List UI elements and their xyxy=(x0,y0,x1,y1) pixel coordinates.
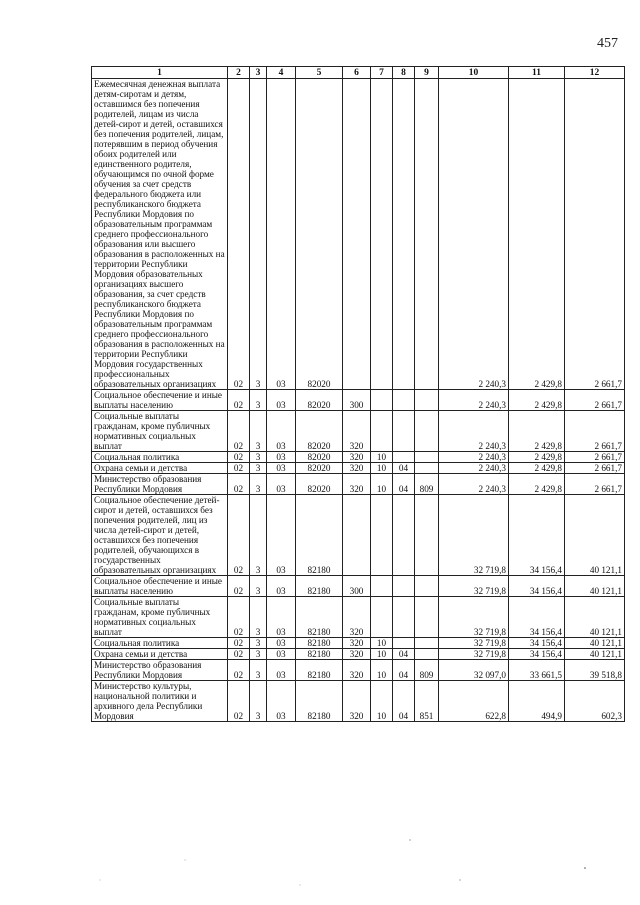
cell-c12: 2 661,7 xyxy=(565,411,625,452)
cell-c2: 02 xyxy=(228,411,250,452)
cell-c3: 3 xyxy=(250,638,267,649)
cell-c10: 32 719,8 xyxy=(439,495,509,576)
cell-c9 xyxy=(415,495,439,576)
cell-c6: 320 xyxy=(343,597,371,638)
cell-c6: 320 xyxy=(343,463,371,474)
row-name: Социальное обеспечение детей-сирот и детей, оставшихся без попечения родителей, лиц из числа детей-сирот и детей, оставшихся без попечения родителей, обучающихся в государственных образовательных организациях xyxy=(92,495,228,576)
row-name: Социальные выплаты гражданам, кроме публичных нормативных социальных выплат xyxy=(92,597,228,638)
cell-c9 xyxy=(415,638,439,649)
cell-c6: 300 xyxy=(343,576,371,597)
cell-c2: 02 xyxy=(228,79,250,390)
cell-c3: 3 xyxy=(250,649,267,660)
cell-c4: 03 xyxy=(267,638,296,649)
cell-c7: 10 xyxy=(371,463,393,474)
cell-c7 xyxy=(371,576,393,597)
cell-c12: 39 518,8 xyxy=(565,660,625,681)
cell-c11: 34 156,4 xyxy=(509,597,565,638)
cell-c5: 82020 xyxy=(296,79,343,390)
row-name: Министерство образования Республики Мордовия xyxy=(92,474,228,495)
cell-c10: 2 240,3 xyxy=(439,79,509,390)
cell-c7 xyxy=(371,79,393,390)
cell-c6: 320 xyxy=(343,452,371,463)
cell-c4: 03 xyxy=(267,463,296,474)
cell-c9: 809 xyxy=(415,660,439,681)
cell-c12: 2 661,7 xyxy=(565,79,625,390)
cell-c5: 82020 xyxy=(296,474,343,495)
cell-c5: 82020 xyxy=(296,463,343,474)
table-row xyxy=(92,638,625,649)
table-row xyxy=(92,681,625,722)
row-name: Министерство образования Республики Мордовия xyxy=(92,660,228,681)
header-cell: 8 xyxy=(393,67,415,79)
cell-c12: 40 121,1 xyxy=(565,649,625,660)
cell-c4: 03 xyxy=(267,452,296,463)
cell-c8 xyxy=(393,597,415,638)
header-cell: 9 xyxy=(415,67,439,79)
cell-c9: 809 xyxy=(415,474,439,495)
cell-c5: 82180 xyxy=(296,597,343,638)
cell-c2: 02 xyxy=(228,597,250,638)
cell-c4: 03 xyxy=(267,576,296,597)
cell-c6: 320 xyxy=(343,474,371,495)
cell-c8 xyxy=(393,411,415,452)
row-name: Социальное обеспечение и иные выплаты населению xyxy=(92,576,228,597)
cell-c9: 851 xyxy=(415,681,439,722)
cell-c3: 3 xyxy=(250,452,267,463)
cell-c11: 494,9 xyxy=(509,681,565,722)
cell-c3: 3 xyxy=(250,390,267,411)
cell-c10: 32 719,8 xyxy=(439,576,509,597)
cell-c2: 02 xyxy=(228,660,250,681)
cell-c12: 40 121,1 xyxy=(565,597,625,638)
cell-c3: 3 xyxy=(250,411,267,452)
cell-c6 xyxy=(343,495,371,576)
cell-c3: 3 xyxy=(250,681,267,722)
cell-c8 xyxy=(393,576,415,597)
cell-c11: 34 156,4 xyxy=(509,576,565,597)
cell-c4: 03 xyxy=(267,474,296,495)
cell-c8 xyxy=(393,79,415,390)
cell-c3: 3 xyxy=(250,463,267,474)
cell-c12: 2 661,7 xyxy=(565,463,625,474)
cell-c5: 82180 xyxy=(296,660,343,681)
cell-c7: 10 xyxy=(371,452,393,463)
cell-c2: 02 xyxy=(228,638,250,649)
cell-c10: 32 719,8 xyxy=(439,649,509,660)
cell-c10: 32 719,8 xyxy=(439,638,509,649)
cell-c11: 2 429,8 xyxy=(509,79,565,390)
cell-c11: 34 156,4 xyxy=(509,495,565,576)
cell-c7 xyxy=(371,495,393,576)
table-row xyxy=(92,390,625,411)
cell-c5: 82180 xyxy=(296,576,343,597)
cell-c11: 33 661,5 xyxy=(509,660,565,681)
cell-c8: 04 xyxy=(393,681,415,722)
cell-c12: 40 121,1 xyxy=(565,576,625,597)
header-cell: 11 xyxy=(509,67,565,79)
cell-c3: 3 xyxy=(250,597,267,638)
cell-c10: 32 719,8 xyxy=(439,597,509,638)
cell-c4: 03 xyxy=(267,411,296,452)
cell-c9 xyxy=(415,79,439,390)
cell-c8 xyxy=(393,390,415,411)
cell-c12: 40 121,1 xyxy=(565,638,625,649)
cell-c5: 82020 xyxy=(296,452,343,463)
cell-c8: 04 xyxy=(393,649,415,660)
header-cell: 1 xyxy=(92,67,228,79)
header-cell: 10 xyxy=(439,67,509,79)
cell-c11: 2 429,8 xyxy=(509,411,565,452)
budget-table xyxy=(91,66,625,722)
cell-c10: 2 240,3 xyxy=(439,452,509,463)
cell-c12: 2 661,7 xyxy=(565,452,625,463)
cell-c9 xyxy=(415,452,439,463)
cell-c5: 82020 xyxy=(296,390,343,411)
cell-c9 xyxy=(415,390,439,411)
row-name: Социальная политика xyxy=(92,452,228,463)
cell-c11: 34 156,4 xyxy=(509,638,565,649)
table-body xyxy=(92,79,625,722)
cell-c12: 602,3 xyxy=(565,681,625,722)
cell-c7: 10 xyxy=(371,660,393,681)
header-cell: 6 xyxy=(343,67,371,79)
cell-c8: 04 xyxy=(393,474,415,495)
table-row xyxy=(92,649,625,660)
cell-c12: 2 661,7 xyxy=(565,474,625,495)
cell-c5: 82180 xyxy=(296,495,343,576)
table-row xyxy=(92,463,625,474)
cell-c7: 10 xyxy=(371,681,393,722)
cell-c3: 3 xyxy=(250,79,267,390)
cell-c9 xyxy=(415,597,439,638)
cell-c6: 320 xyxy=(343,649,371,660)
cell-c6 xyxy=(343,79,371,390)
cell-c10: 2 240,3 xyxy=(439,390,509,411)
cell-c4: 03 xyxy=(267,390,296,411)
cell-c2: 02 xyxy=(228,681,250,722)
cell-c9 xyxy=(415,411,439,452)
row-name: Охрана семьи и детства xyxy=(92,649,228,660)
cell-c9 xyxy=(415,576,439,597)
cell-c7: 10 xyxy=(371,638,393,649)
header-cell: 2 xyxy=(228,67,250,79)
cell-c3: 3 xyxy=(250,576,267,597)
cell-c5: 82180 xyxy=(296,638,343,649)
header-cell: 3 xyxy=(250,67,267,79)
cell-c2: 02 xyxy=(228,649,250,660)
cell-c8: 04 xyxy=(393,660,415,681)
cell-c2: 02 xyxy=(228,474,250,495)
cell-c2: 02 xyxy=(228,463,250,474)
row-name: Охрана семьи и детства xyxy=(92,463,228,474)
cell-c11: 2 429,8 xyxy=(509,452,565,463)
cell-c11: 2 429,8 xyxy=(509,474,565,495)
cell-c4: 03 xyxy=(267,79,296,390)
cell-c11: 2 429,8 xyxy=(509,390,565,411)
cell-c6: 320 xyxy=(343,411,371,452)
cell-c12: 2 661,7 xyxy=(565,390,625,411)
cell-c9 xyxy=(415,649,439,660)
cell-c8 xyxy=(393,452,415,463)
cell-c4: 03 xyxy=(267,681,296,722)
table-row xyxy=(92,79,625,390)
cell-c6: 320 xyxy=(343,681,371,722)
header-cell: 12 xyxy=(565,67,625,79)
table-row xyxy=(92,411,625,452)
cell-c4: 03 xyxy=(267,597,296,638)
cell-c3: 3 xyxy=(250,660,267,681)
cell-c2: 02 xyxy=(228,576,250,597)
cell-c4: 03 xyxy=(267,649,296,660)
cell-c6: 320 xyxy=(343,660,371,681)
page-number: 457 xyxy=(597,36,618,51)
cell-c2: 02 xyxy=(228,452,250,463)
cell-c8 xyxy=(393,495,415,576)
cell-c3: 3 xyxy=(250,495,267,576)
cell-c7: 10 xyxy=(371,474,393,495)
cell-c2: 02 xyxy=(228,495,250,576)
cell-c11: 2 429,8 xyxy=(509,463,565,474)
cell-c3: 3 xyxy=(250,474,267,495)
cell-c8: 04 xyxy=(393,463,415,474)
header-cell: 7 xyxy=(371,67,393,79)
cell-c5: 82180 xyxy=(296,681,343,722)
cell-c10: 2 240,3 xyxy=(439,411,509,452)
row-name: Социальная политика xyxy=(92,638,228,649)
cell-c4: 03 xyxy=(267,495,296,576)
cell-c10: 622,8 xyxy=(439,681,509,722)
cell-c9 xyxy=(415,463,439,474)
cell-c6: 320 xyxy=(343,638,371,649)
row-name: Социальное обеспечение и иные выплаты населению xyxy=(92,390,228,411)
row-name: Социальные выплаты гражданам, кроме публичных нормативных социальных выплат xyxy=(92,411,228,452)
table-row xyxy=(92,452,625,463)
row-name: Министерство культуры, национальной политики и архивного дела Республики Мордовия xyxy=(92,681,228,722)
header-cell: 4 xyxy=(267,67,296,79)
cell-c6: 300 xyxy=(343,390,371,411)
cell-c10: 32 097,0 xyxy=(439,660,509,681)
table-row xyxy=(92,495,625,576)
cell-c10: 2 240,3 xyxy=(439,463,509,474)
row-name: Ежемесячная денежная выплата детям-сиротам и детям, оставшимся без попечения родителей, лицам из числа детей-сирот и детей, оставшихся без попечения родителей, лицам, потерявшим в период обучения обоих родителей или единственного родителя, обучающимся по очной форме обучения за счет средств федерального бюджета или республиканского бюджета Республики Мордовия по образовательным программам среднего профессионального образования или высшего образования в расположенных на территории Республики Мордовия образовательных организациях высшего образования, за счет средств республиканского бюджета Республики Мордовия по образовательным программам среднего профессионального образования в расположенных на территории Республики Мордовия государственных профессиональных образовательных организациях xyxy=(92,79,228,390)
cell-c12: 40 121,1 xyxy=(565,495,625,576)
header-cell: 5 xyxy=(296,67,343,79)
table-row xyxy=(92,576,625,597)
cell-c7 xyxy=(371,597,393,638)
table-row xyxy=(92,660,625,681)
cell-c2: 02 xyxy=(228,390,250,411)
cell-c5: 82180 xyxy=(296,649,343,660)
cell-c10: 2 240,3 xyxy=(439,474,509,495)
cell-c8 xyxy=(393,638,415,649)
cell-c7 xyxy=(371,390,393,411)
cell-c7 xyxy=(371,411,393,452)
cell-c11: 34 156,4 xyxy=(509,649,565,660)
cell-c7: 10 xyxy=(371,649,393,660)
cell-c4: 03 xyxy=(267,660,296,681)
table-row xyxy=(92,597,625,638)
cell-c5: 82020 xyxy=(296,411,343,452)
table-row xyxy=(92,474,625,495)
table-header-row xyxy=(92,67,625,79)
